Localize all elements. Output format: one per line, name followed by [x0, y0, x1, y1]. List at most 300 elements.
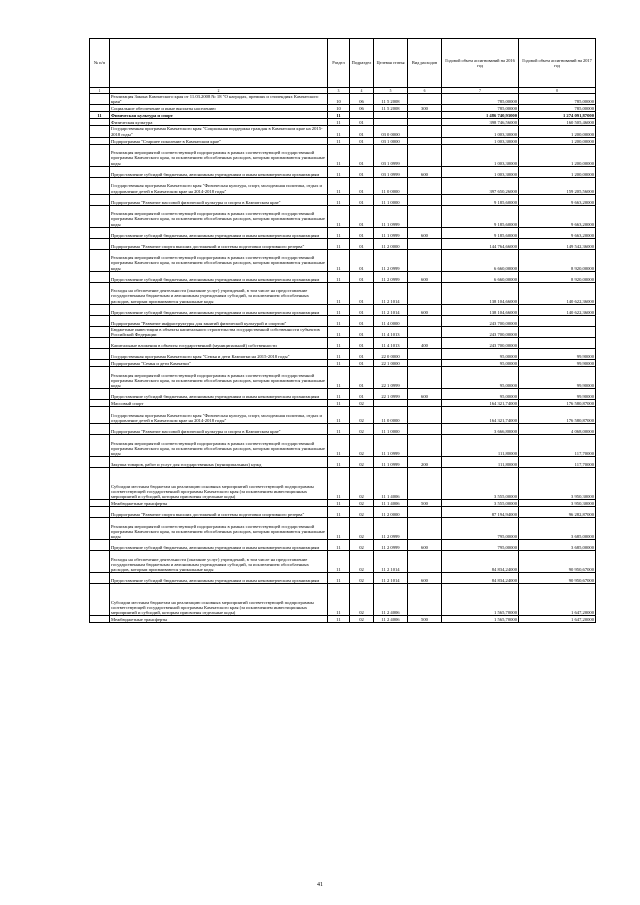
row-expense-type — [408, 424, 442, 435]
row-amount-2017: 176 580,87000 — [519, 400, 596, 407]
row-expense-type: 500 — [408, 616, 442, 623]
table-row — [90, 435, 596, 457]
row-amount-2016: 111,80000 — [442, 435, 519, 457]
row-amount-2016: 6 660,00000 — [442, 249, 519, 271]
row-amount-2016: 9 185,60000 — [442, 194, 519, 205]
row-subsection: 01 — [350, 389, 374, 400]
table-row — [90, 112, 596, 119]
row-target-article: 11 2 0000 — [374, 238, 408, 249]
row-expense-type: 300 — [408, 105, 442, 112]
row-subsection: 06 — [350, 105, 374, 112]
row-section: 11 — [328, 126, 350, 137]
row-amount-2017: 99,90000 — [519, 360, 596, 367]
column-number: 4 — [350, 88, 374, 94]
table-row — [90, 349, 596, 360]
row-number — [90, 616, 110, 623]
header-section: Раздел — [328, 39, 350, 88]
row-subsection: 01 — [350, 304, 374, 315]
row-expense-type: 500 — [408, 500, 442, 507]
row-number — [90, 435, 110, 457]
row-expense-type: 600 — [408, 304, 442, 315]
row-number — [90, 518, 110, 540]
row-amount-2017: 1 200,00000 — [519, 137, 596, 144]
row-section: 11 — [328, 457, 350, 468]
row-amount-2017: 90 950,67000 — [519, 551, 596, 573]
row-subsection: 01 — [350, 249, 374, 271]
row-target-article: 11 1 0999 — [374, 457, 408, 468]
row-target-article: 11 1 0999 — [374, 227, 408, 238]
row-target-article: 11 2 1014 — [374, 282, 408, 304]
row-name: Государственная программа Камчатского края "Физическая культура, спорт, молодежная политика, отдых и оздоровление детей в Камчатском крае на 2014-2018 годы" — [110, 407, 328, 424]
row-name: Предоставление субсидий бюджетным, автономным учреждениям и иным некоммерческим организациям — [110, 166, 328, 177]
row-subsection: 01 — [350, 227, 374, 238]
row-target-article: 11 2 0999 — [374, 249, 408, 271]
row-expense-type — [408, 407, 442, 424]
row-amount-2017: 9 663,20000 — [519, 194, 596, 205]
table-row — [90, 119, 596, 126]
row-name: Подпрограмма "Старшее поколение в Камчатском крае" — [110, 137, 328, 144]
row-name: Государственная программа Камчатского края "Физическая культура, спорт, молодежная политика, отдых и оздоровление детей в Камчатском крае на 2014-2018 годы" — [110, 177, 328, 194]
row-expense-type — [408, 400, 442, 407]
row-name: Подпрограмма "Семья и дети Камчатки" — [110, 360, 328, 367]
row-amount-2017: 3 685,00000 — [519, 518, 596, 540]
row-number — [90, 137, 110, 144]
row-target-article: 11 2 0999 — [374, 540, 408, 551]
table-row — [90, 227, 596, 238]
row-amount-2016: 397 650,26000 — [442, 177, 519, 194]
row-amount-2017: 9 663,20000 — [519, 227, 596, 238]
row-number — [90, 177, 110, 194]
row-amount-2016: 138 104,66000 — [442, 304, 519, 315]
row-expense-type — [408, 584, 442, 616]
row-name: Реализация мероприятий соответствующей подпрограммы в рамках соответствующей государственной программы Камчатского края, за исключением обособленных расходов, которым присваиваются уникальные коды — [110, 205, 328, 227]
header-subsection: Подраздел — [350, 39, 374, 88]
row-amount-2017: 117,70000 — [519, 457, 596, 468]
row-expense-type — [408, 468, 442, 500]
row-subsection: 01 — [350, 326, 374, 337]
header-exp-type: Вид расходов — [408, 39, 442, 88]
row-amount-2017: 1 647,20000 — [519, 616, 596, 623]
row-name: Физическая культура и спорт — [110, 112, 328, 119]
row-amount-2016: 138 104,66000 — [442, 282, 519, 304]
row-section: 11 — [328, 194, 350, 205]
row-expense-type — [408, 518, 442, 540]
row-expense-type — [408, 126, 442, 137]
row-subsection: 01 — [350, 282, 374, 304]
row-target-article: 22 1 0999 — [374, 367, 408, 389]
row-name: Государственная программа Камчатского края "Семья и дети Камчатки на 2015-2018 годы" — [110, 349, 328, 360]
row-number — [90, 271, 110, 282]
row-subsection: 01 — [350, 360, 374, 367]
row-number — [90, 205, 110, 227]
row-number — [90, 389, 110, 400]
row-subsection: 02 — [350, 400, 374, 407]
row-subsection: 01 — [350, 315, 374, 326]
row-subsection: 02 — [350, 468, 374, 500]
row-name: Реализация Закона Камчатского края от 11.03.2008 № 18 "О наградах, премиях и стипендиях Камчатского края" — [110, 94, 328, 105]
row-expense-type — [408, 435, 442, 457]
row-section: 11 — [328, 407, 350, 424]
row-subsection: 01 — [350, 194, 374, 205]
row-target-article — [374, 400, 408, 407]
row-name: Подпрограмма "Развитие массовой физической культуры и спорта в Камчатском крае" — [110, 194, 328, 205]
row-number — [90, 457, 110, 468]
budget-table — [89, 38, 596, 623]
row-section: 11 — [328, 360, 350, 367]
row-expense-type — [408, 249, 442, 271]
row-number — [90, 94, 110, 105]
row-subsection: 02 — [350, 573, 374, 584]
row-target-article: 11 1 4006 — [374, 500, 408, 507]
row-section: 11 — [328, 249, 350, 271]
table-row — [90, 177, 596, 194]
row-amount-2016: 243 700,00000 — [442, 315, 519, 326]
table-row — [90, 616, 596, 623]
table-header-row — [90, 39, 596, 88]
row-target-article — [374, 112, 408, 119]
row-name: Предоставление субсидий бюджетным, автономным учреждениям и иным некоммерческим организациям — [110, 573, 328, 584]
row-name: Расходы на обеспечение деятельности (оказание услуг) учреждений, в том числе на предоставление государственным бюджетным и автономным учреждениям субсидий, за исключением обособленных расходов, которым присваиваются уникальные коды — [110, 551, 328, 573]
table-row — [90, 315, 596, 326]
row-amount-2017: 1 274 091,87000 — [519, 112, 596, 119]
row-number — [90, 126, 110, 137]
row-target-article — [374, 119, 408, 126]
row-name: Закупка товаров, работ и услуг для государственных (муниципальных) нужд — [110, 457, 328, 468]
table-row — [90, 507, 596, 518]
row-target-article: 11 2 1014 — [374, 551, 408, 573]
row-expense-type: 600 — [408, 540, 442, 551]
row-expense-type — [408, 119, 442, 126]
row-target-article: 11 1 0000 — [374, 194, 408, 205]
row-subsection: 02 — [350, 507, 374, 518]
row-amount-2016: 111,80000 — [442, 457, 519, 468]
row-subsection: 01 — [350, 144, 374, 166]
row-number — [90, 424, 110, 435]
row-target-article: 03 0 0000 — [374, 126, 408, 137]
row-name: Подпрограмма "Развитие инфраструктуры для занятий физической культурой и спортом" — [110, 315, 328, 326]
row-amount-2016: 9 185,60000 — [442, 227, 519, 238]
row-number — [90, 338, 110, 349]
row-target-article: 11 5 2008 — [374, 94, 408, 105]
row-name: Предоставление субсидий бюджетным, автономным учреждениям и иным некоммерческим организациям — [110, 389, 328, 400]
row-section: 11 — [328, 177, 350, 194]
table-row — [90, 400, 596, 407]
row-amount-2016: 144 764,66000 — [442, 238, 519, 249]
row-amount-2017: 785,00000 — [519, 94, 596, 105]
row-number — [90, 315, 110, 326]
row-section: 11 — [328, 205, 350, 227]
row-target-article: 11 2 1014 — [374, 573, 408, 584]
table-row — [90, 424, 596, 435]
row-name: Массовый спорт — [110, 400, 328, 407]
row-section: 11 — [328, 584, 350, 616]
row-number — [90, 144, 110, 166]
row-number — [90, 119, 110, 126]
row-amount-2016: 1 003,30000 — [442, 166, 519, 177]
row-name: Реализация мероприятий соответствующей подпрограммы в рамках соответствующей государственной программы Камчатского края, за исключением обособленных расходов, которым присваиваются уникальные коды — [110, 518, 328, 540]
row-expense-type — [408, 205, 442, 227]
row-amount-2017: 3 685,00000 — [519, 540, 596, 551]
table-row — [90, 367, 596, 389]
table-row — [90, 551, 596, 573]
column-number: 2 — [110, 88, 328, 94]
row-amount-2017: 140 622,36000 — [519, 282, 596, 304]
row-name: Бюджетные инвестиции в объекты капитального строительства государственной собственности субъектов Российской Федерации — [110, 326, 328, 337]
row-amount-2016: 164 321,74000 — [442, 407, 519, 424]
row-target-article: 11 4 0000 — [374, 315, 408, 326]
row-section: 11 — [328, 137, 350, 144]
row-name: Предоставление субсидий бюджетным, автономным учреждениям и иным некоммерческим организациям — [110, 271, 328, 282]
row-section: 11 — [328, 238, 350, 249]
row-amount-2016: 785,00000 — [442, 105, 519, 112]
row-amount-2016: 3 555,00000 — [442, 500, 519, 507]
row-subsection: 01 — [350, 166, 374, 177]
row-amount-2016: 1 565,70000 — [442, 584, 519, 616]
row-number — [90, 194, 110, 205]
row-amount-2017: 99,90000 — [519, 367, 596, 389]
table-row — [90, 338, 596, 349]
row-amount-2016: 243 700,00000 — [442, 326, 519, 337]
row-section: 11 — [328, 507, 350, 518]
row-name: Субсидии местным бюджетам на реализацию основных мероприятий соответствующей подпрограммы соответствующей государственной программы Камчатского края (за исключением инвестиционных мероприятий и субсидий, которым присвоены отдельные коды) — [110, 584, 328, 616]
table-row — [90, 166, 596, 177]
row-subsection: 02 — [350, 500, 374, 507]
table-row — [90, 144, 596, 166]
table-row — [90, 407, 596, 424]
row-amount-2017: 176 580,87000 — [519, 407, 596, 424]
row-amount-2017: 1 200,00000 — [519, 144, 596, 166]
row-subsection: 02 — [350, 518, 374, 540]
row-expense-type — [408, 282, 442, 304]
row-amount-2016: 6 660,00000 — [442, 271, 519, 282]
table-row — [90, 94, 596, 105]
row-section: 11 — [328, 400, 350, 407]
row-section: 11 — [328, 349, 350, 360]
row-name: Реализация мероприятий соответствующей подпрограммы в рамках соответствующей государственной программы Камчатского края, за исключением обособленных расходов, которым присваиваются уникальные коды — [110, 367, 328, 389]
row-expense-type — [408, 144, 442, 166]
row-amount-2017: 1 200,00000 — [519, 126, 596, 137]
row-subsection: 02 — [350, 407, 374, 424]
row-target-article: 11 1 0999 — [374, 205, 408, 227]
row-subsection: 01 — [350, 367, 374, 389]
row-subsection: 01 — [350, 137, 374, 144]
row-amount-2017: 8 920,00000 — [519, 249, 596, 271]
table-row — [90, 500, 596, 507]
row-subsection: 01 — [350, 349, 374, 360]
row-amount-2016: 95,00000 — [442, 367, 519, 389]
row-section: 11 — [328, 468, 350, 500]
row-amount-2017: 149 542,36000 — [519, 238, 596, 249]
row-amount-2016: 84 834,24000 — [442, 551, 519, 573]
row-name: Предоставление субсидий бюджетным, автономным учреждениям и иным некоммерческим организациям — [110, 304, 328, 315]
row-target-article: 11 4 1013 — [374, 326, 408, 337]
row-number — [90, 507, 110, 518]
header-2016: Годовой объем ассигнований на 2016 год — [442, 39, 519, 88]
page-number: 41 — [317, 882, 323, 888]
row-number — [90, 468, 110, 500]
row-amount-2016: 243 700,00000 — [442, 338, 519, 349]
header-target: Целевая статья — [374, 39, 408, 88]
row-target-article: 11 2 0999 — [374, 271, 408, 282]
table-row — [90, 205, 596, 227]
row-amount-2016: 1 003,30000 — [442, 137, 519, 144]
row-subsection: 01 — [350, 119, 374, 126]
table-row — [90, 194, 596, 205]
row-subsection: 01 — [350, 338, 374, 349]
table-row — [90, 105, 596, 112]
row-section: 11 — [328, 367, 350, 389]
table-row — [90, 238, 596, 249]
row-target-article: 11 2 0999 — [374, 518, 408, 540]
row-amount-2017: 99,90000 — [519, 389, 596, 400]
row-expense-type: 600 — [408, 389, 442, 400]
row-section: 11 — [328, 389, 350, 400]
row-number — [90, 540, 110, 551]
row-target-article: 03 1 0999 — [374, 166, 408, 177]
row-amount-2016: 3 555,00000 — [442, 468, 519, 500]
row-amount-2016: 164 321,74000 — [442, 400, 519, 407]
table-row — [90, 389, 596, 400]
row-number — [90, 238, 110, 249]
row-number — [90, 360, 110, 367]
row-amount-2017: 8 920,00000 — [519, 271, 596, 282]
row-number — [90, 551, 110, 573]
row-name: Предоставление субсидий бюджетным, автономным учреждениям и иным некоммерческим организациям — [110, 227, 328, 238]
row-section: 11 — [328, 573, 350, 584]
row-section: 11 — [328, 112, 350, 119]
row-section: 11 — [328, 518, 350, 540]
row-amount-2017: 1 647,20000 — [519, 584, 596, 616]
row-expense-type: 600 — [408, 573, 442, 584]
row-target-article: 11 2 1014 — [374, 304, 408, 315]
row-target-article: 11 0 0000 — [374, 177, 408, 194]
header-no: № п/п — [90, 39, 110, 88]
row-name: Предоставление субсидий бюджетным, автономным учреждениям и иным некоммерческим организациям — [110, 540, 328, 551]
row-expense-type: 400 — [408, 338, 442, 349]
row-amount-2016: 1 565,70000 — [442, 616, 519, 623]
row-amount-2016: 1 003,30000 — [442, 126, 519, 137]
row-name: Подпрограмма "Развитие спорта высших достижений и системы подготовки спортивного резерва" — [110, 507, 328, 518]
row-subsection: 02 — [350, 540, 374, 551]
row-amount-2016: 1 003,30000 — [442, 144, 519, 166]
row-section: 11 — [328, 227, 350, 238]
row-subsection: 01 — [350, 177, 374, 194]
row-name: Подпрограмма "Развитие массовой физической культуры и спорта в Камчатском крае" — [110, 424, 328, 435]
row-name: Реализация мероприятий соответствующей подпрограммы в рамках соответствующей государственной программы Камчатского края, за исключением обособленных расходов, которым присваиваются уникальные коды — [110, 249, 328, 271]
row-expense-type — [408, 194, 442, 205]
row-number — [90, 400, 110, 407]
row-subsection: 01 — [350, 205, 374, 227]
row-expense-type — [408, 112, 442, 119]
row-amount-2017: 9 663,20000 — [519, 205, 596, 227]
row-expense-type — [408, 349, 442, 360]
row-section: 11 — [328, 144, 350, 166]
row-name: Реализация мероприятий соответствующей подпрограммы в рамках соответствующей государственной программы Камчатского края, за исключением обособленных расходов, которым присваиваются уникальные коды — [110, 435, 328, 457]
table-row — [90, 573, 596, 584]
row-target-article: 22 1 0999 — [374, 389, 408, 400]
row-target-article: 03 1 0999 — [374, 144, 408, 166]
header-name — [110, 39, 328, 88]
table-row — [90, 468, 596, 500]
row-expense-type — [408, 238, 442, 249]
table-row — [90, 518, 596, 540]
row-target-article: 11 5 2008 — [374, 105, 408, 112]
row-name: Капитальные вложения в объекты государственной (муниципальной) собственности — [110, 338, 328, 349]
row-amount-2016: 3 666,80000 — [442, 424, 519, 435]
column-number: 1 — [90, 88, 110, 94]
row-amount-2016: 87 194,94000 — [442, 507, 519, 518]
row-section: 11 — [328, 435, 350, 457]
row-name: Подпрограмма "Развитие спорта высших достижений и системы подготовки спортивного резерва" — [110, 238, 328, 249]
row-number — [90, 349, 110, 360]
row-subsection: 02 — [350, 424, 374, 435]
row-section: 11 — [328, 500, 350, 507]
row-number — [90, 326, 110, 337]
row-target-article: 11 4 1013 — [374, 338, 408, 349]
column-number: 3 — [328, 88, 350, 94]
row-expense-type — [408, 367, 442, 389]
row-section: 11 — [328, 282, 350, 304]
row-subsection: 01 — [350, 126, 374, 137]
row-number — [90, 500, 110, 507]
row-number — [90, 166, 110, 177]
row-expense-type — [408, 507, 442, 518]
row-section: 11 — [328, 166, 350, 177]
row-target-article: 03 1 0000 — [374, 137, 408, 144]
row-amount-2016: 95,00000 — [442, 349, 519, 360]
row-subsection: 06 — [350, 94, 374, 105]
row-subsection: 02 — [350, 584, 374, 616]
row-number — [90, 304, 110, 315]
row-amount-2017: 160 505,46000 — [519, 119, 596, 126]
row-target-article: 11 2 4006 — [374, 616, 408, 623]
row-amount-2017: 96 282,87000 — [519, 507, 596, 518]
row-section: 11 — [328, 424, 350, 435]
row-amount-2016: 1 486 740,93000 — [442, 112, 519, 119]
row-section: 11 — [328, 326, 350, 337]
row-subsection: 01 — [350, 271, 374, 282]
row-amount-2016: 95,00000 — [442, 389, 519, 400]
row-amount-2017: 140 622,36000 — [519, 304, 596, 315]
row-amount-2017 — [519, 326, 596, 337]
row-target-article: 11 1 0000 — [374, 424, 408, 435]
row-section: 11 — [328, 338, 350, 349]
row-expense-type: 600 — [408, 166, 442, 177]
table-row — [90, 137, 596, 144]
row-expense-type — [408, 360, 442, 367]
row-target-article: 11 1 0999 — [374, 435, 408, 457]
row-section: 10 — [328, 105, 350, 112]
table-row — [90, 271, 596, 282]
row-expense-type — [408, 177, 442, 194]
row-target-article: 22 1 0000 — [374, 360, 408, 367]
row-amount-2017: 4 068,00000 — [519, 424, 596, 435]
table-row — [90, 584, 596, 616]
table-row — [90, 360, 596, 367]
row-section: 11 — [328, 304, 350, 315]
row-number — [90, 367, 110, 389]
row-target-article: 11 2 0000 — [374, 507, 408, 518]
row-amount-2017 — [519, 315, 596, 326]
row-name: Межбюджетные трансферты — [110, 616, 328, 623]
row-section: 10 — [328, 94, 350, 105]
row-amount-2017: 159 205,56000 — [519, 177, 596, 194]
column-number: 6 — [408, 88, 442, 94]
row-amount-2017: 3 950,30000 — [519, 468, 596, 500]
row-section: 11 — [328, 315, 350, 326]
row-name: Государственная программа Камчатского края "Социальная поддержка граждан в Камчатском крае на 2015-2018 годы" — [110, 126, 328, 137]
row-section: 11 — [328, 540, 350, 551]
